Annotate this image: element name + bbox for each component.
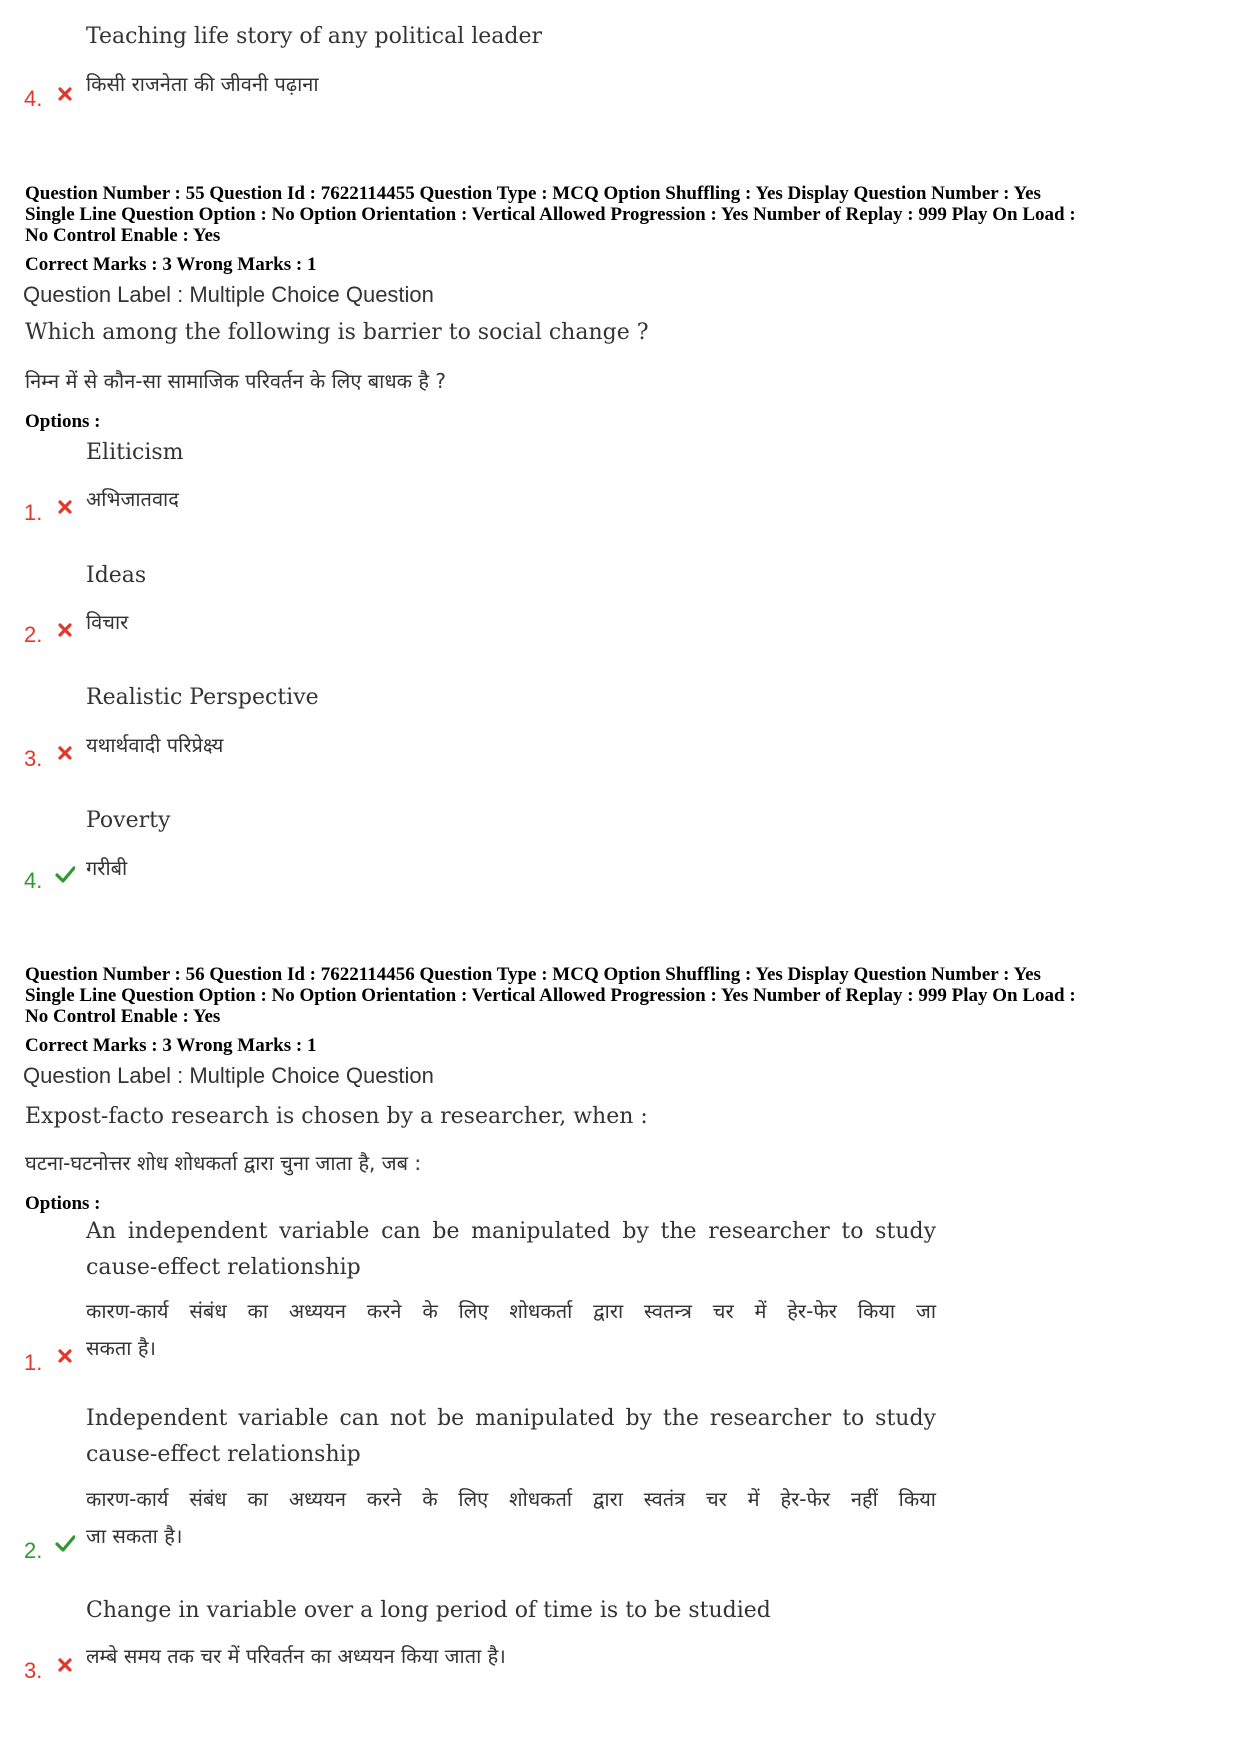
q56-option-1-english-line2: cause-effect relationship (86, 1255, 361, 1280)
q55-option-3-hindi: यथार्थवादी परिप्रेक्ष्य (86, 733, 224, 757)
cross-icon (55, 620, 75, 640)
cross-icon (55, 84, 75, 104)
q55-question-english: Which among the following is barrier to social change ? (25, 320, 649, 345)
q55-question-label: Question Label : Multiple Choice Question (23, 282, 434, 307)
q55-option-4-hindi: गरीबी (86, 856, 128, 880)
q55-option-4-number: 4. (24, 868, 43, 893)
q56-question-english: Expost-facto research is chosen by a researcher, when : (25, 1104, 648, 1129)
q56-meta-line1: Question Number : 56 Question Id : 7622114456 Question Type : MCQ Option Shuffling : Yes Display Question Number : Yes (25, 964, 1041, 985)
q56-meta-line2: Single Line Question Option : No Option Orientation : Vertical Allowed Progression : Yes Number of Replay : 999 Play On Load : (25, 985, 1076, 1006)
q56-meta-line3: No Control Enable : Yes (25, 1006, 221, 1027)
prev-option-4-hindi: किसी राजनेता की जीवनी पढ़ाना (86, 72, 319, 96)
q56-option-3-hindi: लम्बे समय तक चर में परिवर्तन का अध्ययन किया जाता है। (86, 1644, 506, 1668)
q55-option-1-hindi: अभिजातवाद (86, 487, 179, 511)
q56-question-hindi: घटना-घटनोत्तर शोध शोधकर्ता द्वारा चुना जाता है, जब : (25, 1151, 422, 1175)
cross-icon (55, 497, 75, 517)
q55-option-2-hindi: विचार (86, 610, 129, 634)
q56-marks: Correct Marks : 3 Wrong Marks : 1 (25, 1035, 317, 1056)
q56-option-3-english: Change in variable over a long period of time is to be studied (86, 1598, 771, 1623)
cross-icon (55, 743, 75, 763)
q56-options-heading: Options : (25, 1193, 101, 1214)
cross-icon (55, 1655, 75, 1675)
q56-option-1-hindi-line2: सकता है। (86, 1336, 157, 1360)
q55-meta-line1: Question Number : 55 Question Id : 7622114455 Question Type : MCQ Option Shuffling : Yes Display Question Number : Yes (25, 183, 1041, 204)
q56-option-2-number: 2. (24, 1538, 43, 1563)
q56-option-2-english-line1: Independent variable can not be manipulated by the researcher to study (86, 1406, 936, 1431)
q55-option-2-number: 2. (24, 622, 43, 647)
q55-option-2-english: Ideas (86, 563, 147, 588)
q56-option-2-hindi-line1: कारण-कार्य संबंध का अध्ययन करने के लिए शोधकर्ता द्वारा स्वतंत्र चर में हेर-फेर नहीं किया (86, 1487, 936, 1511)
q56-option-1-number: 1. (24, 1350, 43, 1375)
q55-options-heading: Options : (25, 411, 101, 432)
q56-option-2-english-line2: cause-effect relationship (86, 1442, 361, 1467)
q55-meta-line2: Single Line Question Option : No Option Orientation : Vertical Allowed Progression : Yes Number of Replay : 999 Play On Load : (25, 204, 1076, 225)
cross-icon (55, 1346, 75, 1366)
q55-question-hindi: निम्न में से कौन-सा सामाजिक परिवर्तन के लिए बाधक है ? (25, 369, 446, 393)
q56-option-2-hindi-line2: जा सकता है। (86, 1524, 183, 1548)
prev-option-4-english: Teaching life story of any political leader (86, 24, 543, 49)
q56-question-label: Question Label : Multiple Choice Question (23, 1063, 434, 1088)
q56-option-3-number: 3. (24, 1658, 43, 1683)
check-icon (55, 1533, 75, 1553)
q55-option-3-number: 3. (24, 746, 43, 771)
q55-option-1-number: 1. (24, 500, 43, 525)
check-icon (55, 864, 75, 884)
q55-option-3-english: Realistic Perspective (86, 685, 319, 710)
q55-marks: Correct Marks : 3 Wrong Marks : 1 (25, 254, 317, 275)
q55-meta-line3: No Control Enable : Yes (25, 225, 221, 246)
q56-option-1-english-line1: An independent variable can be manipulated by the researcher to study (86, 1219, 936, 1244)
q55-option-4-english: Poverty (86, 808, 171, 833)
q56-option-1-hindi-line1: कारण-कार्य संबंध का अध्ययन करने के लिए शोधकर्ता द्वारा स्वतन्त्र चर में हेर-फेर किया जा (86, 1299, 936, 1323)
q55-option-1-english: Eliticism (86, 440, 184, 465)
prev-option-4-number: 4. (24, 86, 43, 111)
